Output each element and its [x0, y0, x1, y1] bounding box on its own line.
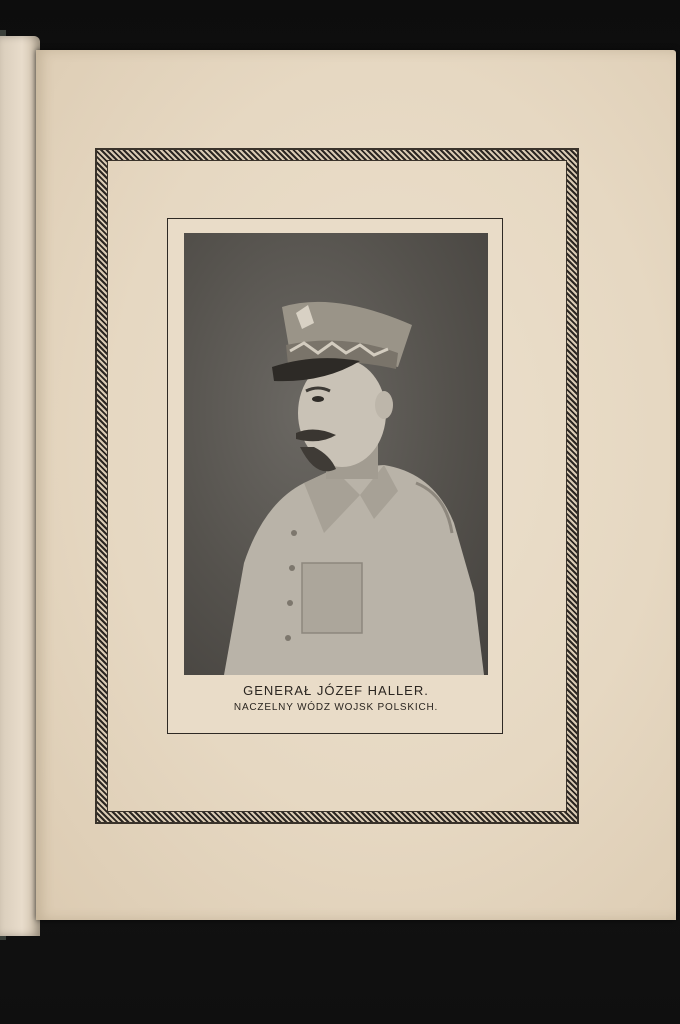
eye: [312, 396, 324, 402]
coat-button: [285, 635, 291, 641]
coat-button: [291, 530, 297, 536]
caption-name: GENERAŁ JÓZEF HALLER.: [243, 683, 429, 698]
ear: [375, 391, 393, 419]
coat-button: [287, 600, 293, 606]
coat-breast-pocket: [302, 563, 362, 633]
caption-title: NACZELNY WÓDZ WOJSK POLSKICH.: [233, 702, 439, 713]
coat-button: [289, 565, 295, 571]
previous-page-edge: [0, 36, 40, 936]
photo-plate: [167, 218, 503, 734]
portrait-illustration: [184, 233, 488, 675]
portrait-photo: [184, 233, 488, 675]
